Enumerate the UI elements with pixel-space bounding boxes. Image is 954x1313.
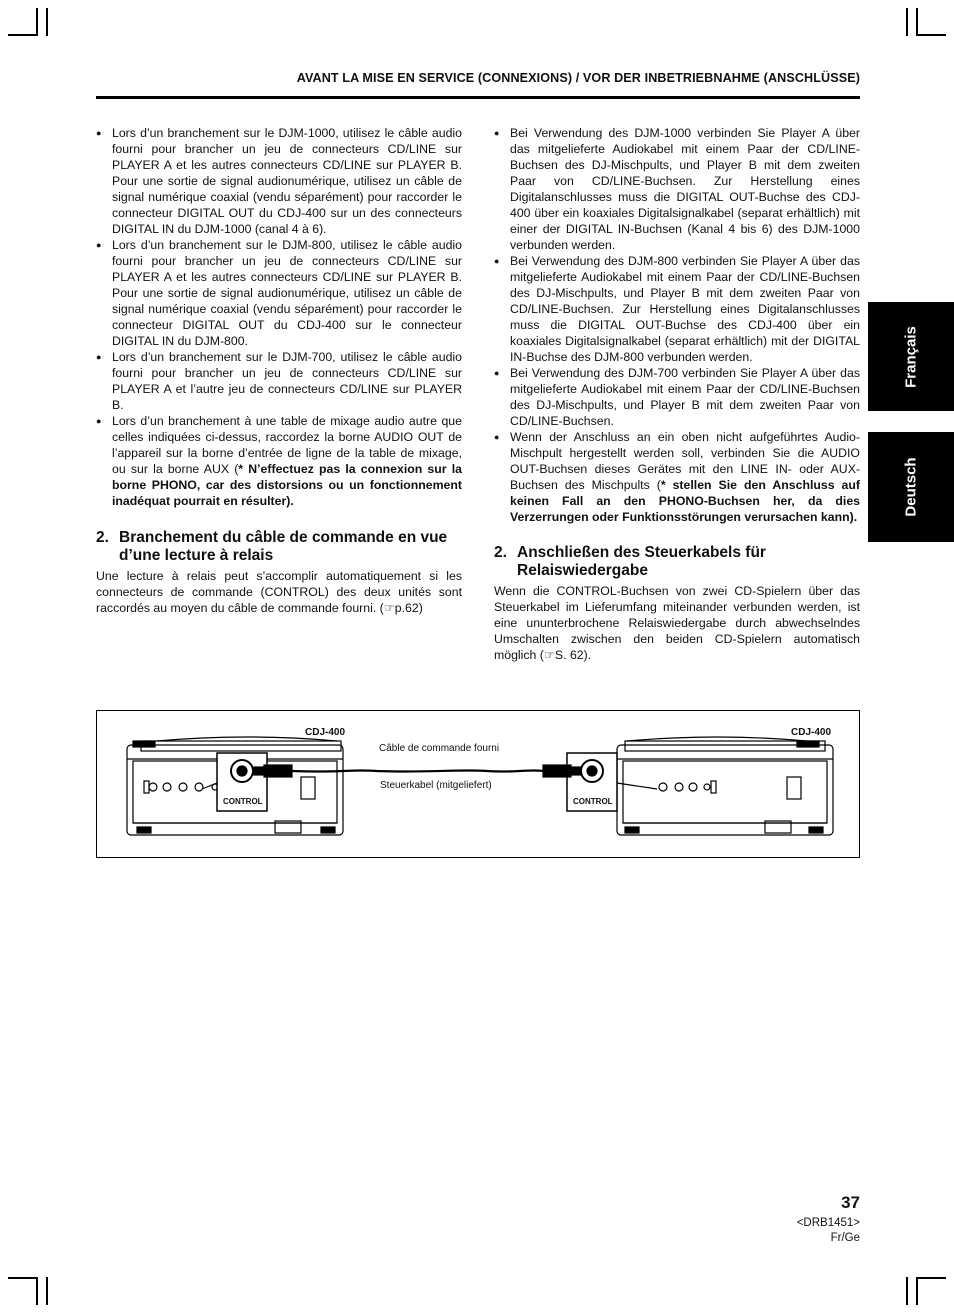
crop-mark [8, 34, 38, 36]
cable-label-french: Câble de commande fourni [379, 743, 500, 754]
crop-mark [916, 1277, 918, 1305]
section-number: 2. [96, 529, 109, 546]
section-heading-french [96, 529, 462, 565]
crop-mark [916, 34, 946, 36]
page-number: 37 [841, 1193, 860, 1212]
section-body-german: Wenn die CONTROL-Buchsen von zwei CD-Spielern über das Steuerkabel im Lieferumfang miteinander verbunden werden, ist eine ununterbrochene Relaiswiedergabe durch abwechselndes Umschalten zwischen den beiden CD-Spielern automatisch möglich (☞S. 62). [494, 584, 860, 662]
section-body-french: Une lecture à relais peut s’accomplir automatiquement si les connecteurs de commande (CONTROL) des deux unités sont raccordés au moyen du câble de commande fourni. (☞p.62) [96, 569, 462, 615]
warning-text: * N’effectuez pas la connexion sur la borne PHONO, car des distorsions ou un fonctionnement inadéquat pourrait en résulter). [112, 462, 462, 508]
crop-mark [906, 8, 908, 36]
crop-mark [906, 1277, 908, 1305]
cdj-400-right-unit [617, 737, 833, 835]
warning-text: * stellen Sie den Anschluss auf keinen Fall an den PHONO-Buchsen her, da dies Verzerrungen oder Funktionsstörungen verursachen kann). [510, 478, 860, 524]
crop-mark [36, 8, 38, 36]
crop-mark [46, 8, 48, 36]
list-item: ● Lors d’un branchement à une table de mixage audio autre que celles indiquées ci-dessus, raccordez la borne AUDIO OUT de l’appareil sur la borne d’entrée de ligne de la table de mixage, ou sur la borne AUX (* N’effectuez pas la connexion sur la borne PHONO, car des distorsions ou un fonctionnement inadéquat pourrait en résulter). [96, 413, 462, 509]
list-item: ● Lors d’un branchement sur le DJM-800, utilisez le câble audio fourni pour brancher un jeu de connecteurs CD/LINE sur PLAYER A et les autres connecteurs CD/LINE sur PLAYER B. Pour une sortie de signal audionumérique, utilisez un câble de signal numérique coaxial (vendu séparément) pour raccorder le connecteur DIGITAL OUT du CDJ-400 sur le connecteur DIGITAL IN du DJM-800. [96, 237, 462, 349]
section-title: Anschließen des Steuerkabels für Relaiswiedergabe [517, 544, 766, 579]
connection-diagram [96, 710, 860, 858]
column-french [96, 125, 462, 616]
crop-mark [916, 1277, 946, 1279]
list-item: ● Wenn der Anschluss an ein oben nicht aufgeführtes Audio-Mischpult hergestellt werden soll, verbinden Sie die AUDIO OUT-Buchsen dieses Gerätes mit den LINE IN- oder AUX-Buchsen des Mischpults (* stellen Sie den Anschluss auf keinen Fall an den PHONO-Buchsen her, da dies Verzerrungen oder Funktionsstörungen verursachen kann). [494, 429, 860, 525]
header-title: AVANT LA MISE EN SERVICE (CONNEXIONS) / VOR DER INBETRIEBNAHME (ANSCHLÜSSE) [296, 71, 860, 85]
list-item: ● Bei Verwendung des DJM-700 verbinden Sie Player A über das mitgelieferte Audiokabel mit einem Paar der CD/LINE-Buchsen des DJ-Mischpults, und Player B mit dem zweiten Paar von CD/LINE-Buchsen. [494, 365, 860, 429]
list-item: ● Bei Verwendung des DJM-800 verbinden Sie Player A über das mitgelieferte Audiokabel mit einem Paar der CD/LINE-Buchsen des DJ-Mischpults, und Player B mit dem zweiten Paar von CD/LINE-Buchsen. Zur Herstellung eines Digitalanschlusses muss die DIGITAL OUT-Buchse des CDJ-400 über ein koaxiales Digitalsignalkabel (separat erhältlich) mit der DIGITAL IN-Buchse des DJM-800 verbunden werden. [494, 253, 860, 365]
crop-mark [36, 1277, 38, 1305]
crop-mark [916, 8, 918, 36]
cdj-400-right-label: CDJ-400 [791, 727, 832, 738]
list-item: ● Lors d’un branchement sur le DJM-1000, utilisez le câble audio fourni pour brancher un jeu de connecteurs CD/LINE sur PLAYER A et les autres connecteurs CD/LINE sur PLAYER B. Pour une sortie de signal audionumérique, utilisez un câble de signal numérique coaxial (vendu séparément) pour raccorder le connecteur DIGITAL OUT du CDJ-400 sur un des connecteurs DIGITAL IN du DJM-1000 (canal 4 à 6). [96, 125, 462, 237]
crop-mark [46, 1277, 48, 1305]
language-tab-deutsch: Deutsch [868, 432, 954, 542]
cable-label-german: Steuerkabel (mitgeliefert) [380, 780, 492, 791]
control-jack-label-right: CONTROL [573, 797, 613, 806]
bullet-list-german [494, 125, 860, 525]
list-item: ● Lors d’un branchement sur le DJM-700, utilisez le câble audio fourni pour brancher un jeu de connecteurs CD/LINE sur PLAYER A et l’autre jeu de connecteurs CD/LINE sur PLAYER B. [96, 349, 462, 413]
header-rule [96, 96, 860, 99]
section-heading-german [494, 544, 860, 580]
section-number: 2. [494, 544, 507, 561]
column-german [494, 125, 860, 663]
language-tab-francais: Français [868, 302, 954, 411]
control-jack-label-left: CONTROL [223, 797, 263, 806]
cdj-400-left-label: CDJ-400 [305, 727, 346, 738]
crop-mark [8, 1277, 38, 1279]
control-cable [254, 765, 581, 777]
section-title: Branchement du câble de commande en vue d’une lecture à relais [119, 529, 448, 564]
document-code: <DRB1451> Fr/Ge [796, 1217, 860, 1244]
list-item: ● Bei Verwendung des DJM-1000 verbinden Sie Player A über das mitgelieferte Audiokabel mit einem Paar der CD/LINE-Buchsen des DJ-Mischpults, und Player B mit dem zweiten Paar von CD/LINE-Buchsen. Zur Herstellung eines Digitalanschlusses muss die DIGITAL OUT-Buchse des CDJ-400 über ein koaxiales Digitalsignalkabel (separat erhältlich) mit einer der DIGITAL IN-Buchsen (Kanal 4 bis 6) des DJM-1000 verbunden werden. [494, 125, 860, 253]
bullet-list-french [96, 125, 462, 509]
